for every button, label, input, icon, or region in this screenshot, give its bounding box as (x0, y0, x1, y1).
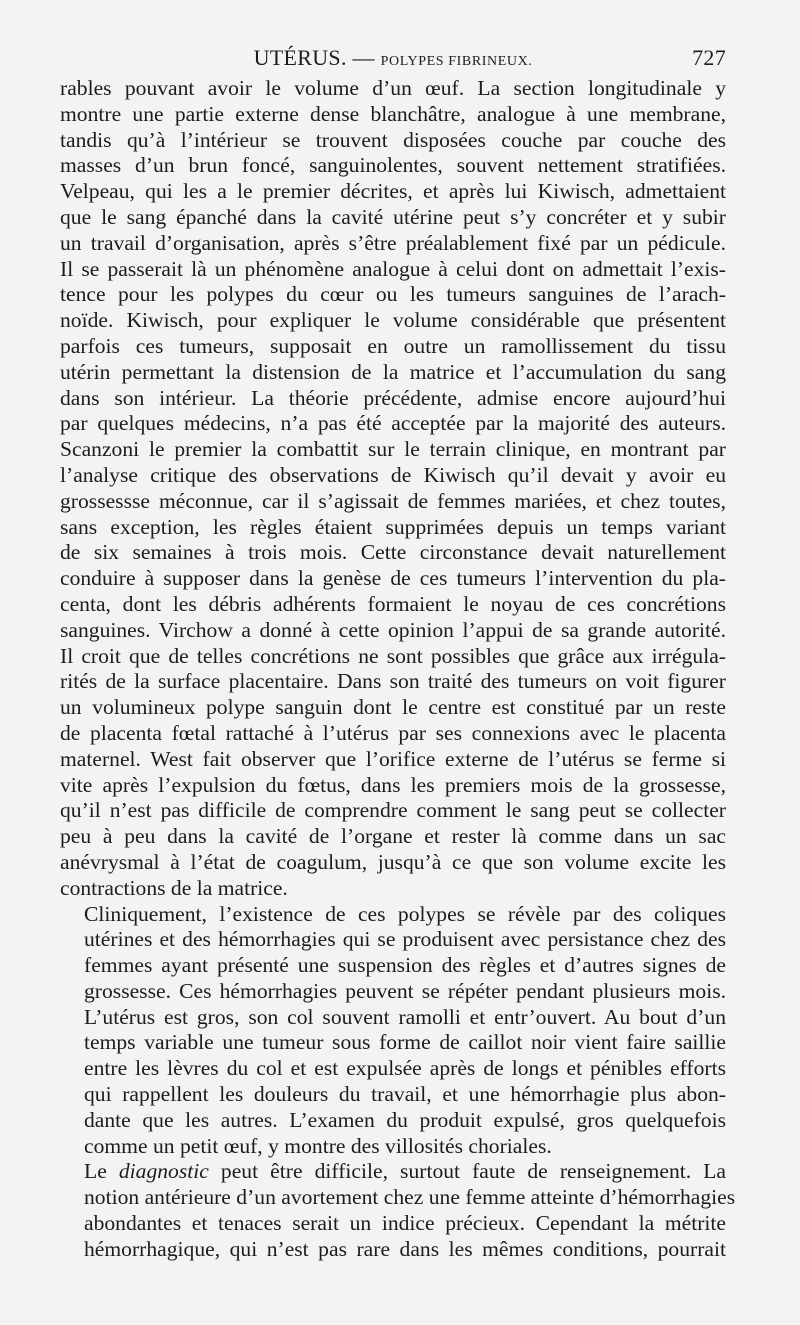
text-line: maternel. West fait observer que l’orifice externe de l’utérus se ferme si (60, 746, 726, 771)
text-line: rités de la surface placentaire. Dans son traité des tumeurs on voit figurer (60, 669, 726, 694)
text-line: grossesse. Ces hémorrhagies peuvent se répéter pendant plusieurs mois. (84, 978, 726, 1003)
text-line: L’utérus est gros, son col souvent ramolli et entr’ouvert. Au bout d’un (84, 1004, 726, 1029)
paragraph-2 (60, 902, 726, 1160)
text-line: sanguines. Virchow a donné à cette opinion l’appui de sa grande autorité. (60, 617, 726, 642)
header-dash: — (346, 45, 381, 70)
text-line: utérin permettant la distension de la matrice et l’accumulation du sang (60, 359, 726, 384)
book-page (60, 40, 736, 1263)
text-line: dans son intérieur. La théorie précédente, admise encore aujourd’hui (60, 385, 726, 410)
text-line: notion antérieure d’un avortement chez une femme atteinte d’hémorrhagies (84, 1185, 736, 1210)
text-line: vite après l’expulsion du fœtus, dans les premiers mois de la grossesse, (60, 772, 726, 797)
running-header (60, 40, 726, 76)
text-line: sans exception, les règles étaient supprimées depuis un temps variant (60, 514, 726, 539)
text-line: abondantes et tenaces serait un indice précieux. Cependant la métrite (84, 1211, 726, 1236)
text-line: qui rappellent les douleurs du travail, et une hémorrhagie plus abon- (84, 1082, 726, 1107)
text-line: Scanzoni le premier la combattit sur le terrain clinique, en montrant par (60, 437, 726, 462)
text-line: noïde. Kiwisch, pour expliquer le volume considérable que présentent (60, 308, 726, 333)
text-line (60, 1159, 726, 1185)
text-line: grossessse méconnue, car il s’agissait de femmes mariées, et chez toutes, (60, 488, 726, 513)
text-line: un travail d’organisation, après s’être préalablement fixé par un pédicule. (60, 230, 726, 255)
body-text (60, 76, 736, 1263)
text-line: masses d’un brun foncé, sanguinolentes, souvent nettement stratifiées. (60, 153, 726, 178)
text-line: l’analyse critique des observations de Kiwisch qu’il devait y avoir eu (60, 462, 726, 487)
text-span: Le (84, 1159, 119, 1184)
text-line: femmes ayant présenté une suspension des règles et d’autres signes de (84, 953, 726, 978)
text-line: Velpeau, qui les a le premier décrites, et après lui Kiwisch, admettaient (60, 179, 726, 204)
text-line: comme un petit œuf, y montre des villosités choriales. (84, 1133, 552, 1158)
text-line: de six semaines à trois mois. Cette circonstance devait naturellement (60, 540, 726, 565)
text-line: dante que les autres. L’examen du produit expulsé, gros quelquefois (84, 1107, 726, 1132)
text-line: un volumineux polype sanguin dont le centre est constitué par un reste (60, 695, 726, 720)
text-line: que le sang épanché dans la cavité utérine peut s’y concréter et y subir (60, 204, 726, 229)
text-line: tence pour les polypes du cœur ou les tumeurs sanguines de l’arach- (60, 282, 726, 307)
header-title: UTÉRUS. (253, 45, 347, 70)
text-line: montre une partie externe dense blanchâtre, analogue à une membrane, (60, 101, 726, 126)
text-line: hémorrhagique, qui n’est pas rare dans les mêmes conditions, pourrait (84, 1236, 726, 1261)
text-line: par quelques médecins, n’a pas été acceptée par la majorité des auteurs. (60, 411, 726, 436)
text-span: peut être difficile, surtout faute de renseignement. La (208, 1159, 726, 1184)
text-line: de placenta fœtal rattaché à l’utérus par ses connexions avec le placenta (60, 720, 726, 745)
text-line: anévrysmal à l’état de coagulum, jusqu’à ce que son volume excite les (60, 849, 726, 874)
text-line: Il se passerait là un phénomène analogue à celui dont on admettait l’exis- (60, 256, 726, 281)
text-line: Cliniquement, l’existence de ces polypes se révèle par des coliques (84, 901, 726, 926)
text-line: utérines et des hémorrhagies qui se produisent avec persistance chez des (84, 927, 726, 952)
text-line: peu à peu dans la cavité de l’organe et rester là comme dans un sac (60, 824, 726, 849)
paragraph-3 (60, 1159, 736, 1262)
text-line: entre les lèvres du col et est expulsée après de longs et pénibles efforts (84, 1056, 726, 1081)
text-line: qu’il n’est pas difficile de comprendre comment le sang peut se collecter (60, 798, 726, 823)
text-line: conduire à supposer dans la genèse de ces tumeurs l’intervention du pla- (60, 566, 726, 591)
text-line: temps variable une tumeur sous forme de caillot noir vient faire saillie (84, 1030, 726, 1055)
page-number: 727 (692, 45, 726, 70)
text-line: parfois ces tumeurs, supposait en outre un ramollissement du tissu (60, 333, 726, 358)
header-subtitle: POLYPES FIBRINEUX. (380, 54, 533, 69)
text-line: centa, dont les débris adhérents formaient le noyau de ces concrétions (60, 591, 726, 616)
text-line: tandis qu’à l’intérieur se trouvent disposées couche par couche des (60, 127, 726, 152)
text-line: Il croit que de telles concrétions ne sont possibles que grâce aux irrégula- (60, 643, 726, 668)
text-line: rables pouvant avoir le volume d’un œuf. La section longitudinale y (60, 76, 726, 100)
paragraph-1 (60, 76, 726, 902)
italic-term: diagnostic (118, 1159, 209, 1184)
text-line: contractions de la matrice. (60, 875, 288, 900)
